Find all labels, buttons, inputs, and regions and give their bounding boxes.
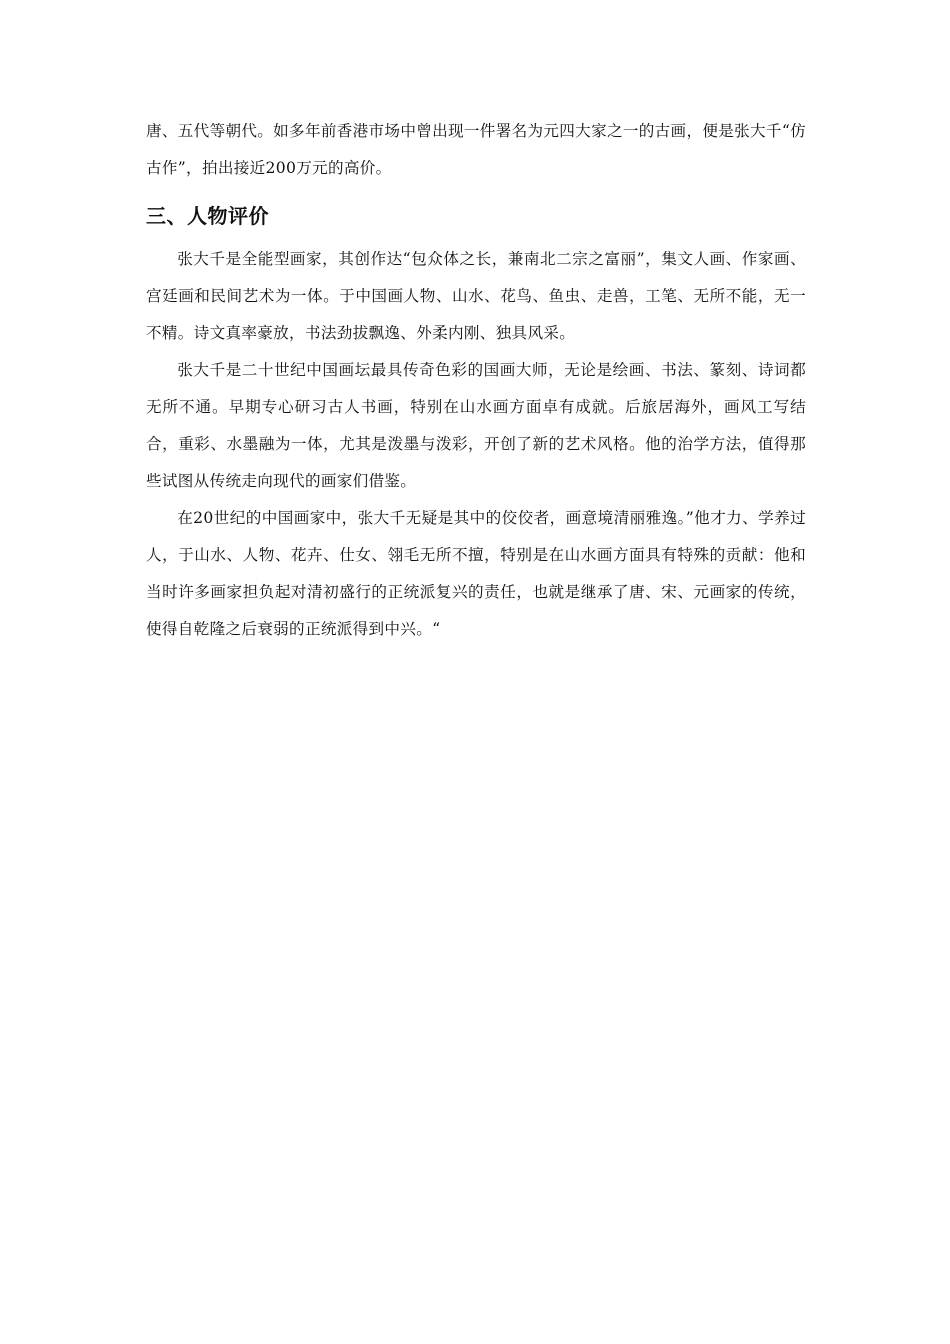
- paragraph-evaluation-3: 在20世纪的中国画家中，张大千无疑是其中的佼佼者，画意境清丽雅逸。”他才力、学养过人，于山水、人物、花卉、仕女、翎毛无所不擅，特别是在山水画方面具有特殊的贡献：他和当时许多画家担负起对清初盛行的正统派复兴的责任，也就是继承了唐、宋、元画家的传统，使得自乾隆之后衰弱的正统派得到中兴。“: [146, 509, 806, 638]
- section-heading: 三、人物评价: [146, 204, 269, 228]
- document-body: [146, 113, 806, 648]
- paragraph-evaluation-1: 张大千是全能型画家，其创作达“包众体之长，兼南北二宗之富丽”，集文人画、作家画、宫廷画和民间艺术为一体。于中国画人物、山水、花鸟、鱼虫、走兽，工笔、无所不能，无一不精。诗文真率豪放，书法劲拔飘逸、外柔内刚、独具风采。: [146, 250, 806, 342]
- paragraph-evaluation-2: 张大千是二十世纪中国画坛最具传奇色彩的国画大师，无论是绘画、书法、篆刻、诗词都无所不通。早期专心研习古人书画，特别在山水画方面卓有成就。后旅居海外，画风工写结合，重彩、水墨融为一体，尤其是泼墨与泼彩，开创了新的艺术风格。他的治学方法，值得那些试图从传统走向现代的画家们借鉴。: [146, 361, 806, 490]
- continuation-paragraph: 唐、五代等朝代。如多年前香港市场中曾出现一件署名为元四大家之一的古画，便是张大千“仿古作”，拍出接近200万元的高价。: [146, 122, 806, 177]
